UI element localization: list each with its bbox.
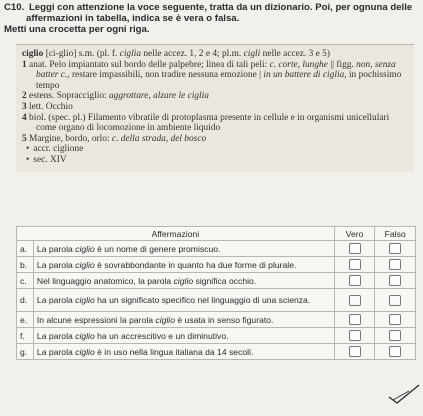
row-letter: f. <box>17 328 34 344</box>
table-row <box>17 289 416 312</box>
row-letter: a. <box>17 241 34 257</box>
statement-post: è usata in senso figurato. <box>175 314 274 325</box>
sense-5 <box>22 134 408 145</box>
statement-post: ha un accrescitivo e un diminutivo. <box>94 330 229 341</box>
true-cell <box>334 273 375 289</box>
statement-pre: La parola <box>36 259 76 270</box>
row-statement <box>33 241 334 257</box>
sense-2 <box>22 91 408 102</box>
false-cell <box>375 344 416 360</box>
true-cell <box>334 241 375 257</box>
table-row <box>17 273 416 289</box>
sense-5-example: c. della strada, del bosco <box>111 133 207 144</box>
true-checkbox[interactable] <box>349 346 361 357</box>
header-false: Falso <box>375 227 416 241</box>
statement-word: ciglio <box>75 330 95 341</box>
false-cell <box>375 241 416 257</box>
sense-1 <box>22 60 408 92</box>
row-statement <box>33 312 334 328</box>
table-row <box>17 257 416 273</box>
false-checkbox[interactable] <box>389 243 401 254</box>
sense-1-text-2: restare impassibili, non tradire nessuna emozione | <box>71 70 261 81</box>
statement-word: ciglio <box>75 243 95 254</box>
statement-post: è sovrabbondante in quanto ha due forme di plurale. <box>94 259 297 270</box>
row-letter: d. <box>17 289 34 312</box>
true-checkbox[interactable] <box>349 275 361 286</box>
false-checkbox[interactable] <box>389 275 401 286</box>
statement-post: è in uso nella lingua italiana da 14 secoli. <box>94 346 254 357</box>
sense-5-number: 5 <box>22 133 27 144</box>
statement-word: ciglio <box>75 346 95 357</box>
row-letter: b. <box>17 257 34 273</box>
sense-1-number: 1 <box>22 59 27 70</box>
false-cell <box>375 289 416 312</box>
false-cell <box>375 257 416 273</box>
table-header-row <box>17 227 416 241</box>
false-checkbox[interactable] <box>389 330 401 341</box>
entry-plural-m: cigli <box>243 49 261 59</box>
false-cell <box>375 328 416 344</box>
true-checkbox[interactable] <box>349 243 361 254</box>
true-cell <box>334 257 375 273</box>
instructions <box>4 2 416 35</box>
row-letter: e. <box>17 312 34 328</box>
true-cell <box>334 312 375 328</box>
true-cell <box>334 344 375 360</box>
false-checkbox[interactable] <box>389 314 401 325</box>
sense-3-text: lett. Occhio <box>29 101 73 112</box>
sense-4 <box>22 113 408 134</box>
table-row <box>17 328 416 344</box>
row-letter: c. <box>17 273 34 289</box>
statement-word: ciglio <box>75 295 95 305</box>
row-statement <box>33 289 334 312</box>
false-checkbox[interactable] <box>389 295 401 306</box>
statement-pre: La parola <box>36 346 76 357</box>
statement-post: è un nome di genere promiscuo. <box>94 243 221 254</box>
entry-headword-line <box>22 49 408 60</box>
statements-body <box>17 241 416 360</box>
exercise-number: C10. <box>4 2 25 13</box>
statement-pre: In alcune espressioni la parola <box>36 314 156 325</box>
header-true: Vero <box>334 227 375 241</box>
bullet-augmentative: • accr. ciglione <box>22 144 408 155</box>
statement-word: ciglio <box>155 314 175 325</box>
row-statement <box>33 273 334 289</box>
statement-pre: La parola <box>36 330 76 341</box>
sense-4-number: 4 <box>22 112 27 123</box>
table-row <box>17 312 416 328</box>
statement-word: ciglio <box>173 275 194 286</box>
statements-table <box>16 226 416 360</box>
entry-plural-f: ciglia <box>119 49 142 59</box>
table-row <box>17 344 416 360</box>
sense-1-example-1: c. corte, lunghe <box>269 59 328 70</box>
statement-post: ha un significato specifico nel linguaggio di una scienza. <box>94 295 311 305</box>
true-checkbox[interactable] <box>349 314 361 325</box>
false-checkbox[interactable] <box>389 346 401 357</box>
sense-1-example-2: non, senza batter c., <box>36 59 396 81</box>
entry-head-end: nelle accez. 3 e 5) <box>262 49 330 59</box>
true-checkbox[interactable] <box>349 259 361 270</box>
row-letter: g. <box>17 344 34 360</box>
sense-2-number: 2 <box>22 91 27 102</box>
row-statement <box>33 257 334 273</box>
bullet-century: • sec. XIV <box>22 155 408 166</box>
sense-2-text: estens. Sopracciglio: <box>29 91 107 102</box>
sense-1-text-3: in pochissimo tempo <box>36 70 402 91</box>
headword: ciglio <box>22 49 44 59</box>
sense-3-number: 3 <box>22 101 27 112</box>
true-checkbox[interactable] <box>349 295 361 306</box>
sense-1-example-3: in un battere di ciglia, <box>263 70 347 81</box>
false-checkbox[interactable] <box>389 259 401 270</box>
row-statement <box>33 328 334 344</box>
true-cell <box>334 289 375 312</box>
statement-word: ciglio <box>75 259 95 270</box>
statement-post: significa occhio. <box>193 275 257 286</box>
true-cell <box>334 328 375 344</box>
instructions-line-1: Leggi con attenzione la voce seguente, tratta da un dizionario. Poi, per ognuna delle <box>28 2 413 13</box>
sense-5-text: Margine, bordo, orlo: <box>29 133 110 144</box>
sense-1-separator: || figg. <box>330 59 354 70</box>
entry-pron: [cì-glio] s.m. (pl. f. <box>45 49 118 59</box>
dictionary-entry <box>16 44 414 172</box>
entry-head-rest: nelle accez. 1, 2 e 4; pl.m. <box>143 49 242 59</box>
table-row <box>17 241 416 257</box>
sense-4-text: biol. (spec. pl.) Filamento vibratile di protoplasma presente in cellule e in organismi unicellulari come organo di locomozione in ambiente liquido <box>29 112 390 134</box>
false-cell <box>375 273 416 289</box>
statement-pre: La parola <box>36 243 76 254</box>
sense-1-text: anat. Pelo impiantato sul bordo delle palpebre; linea di tali peli: <box>29 59 268 70</box>
instructions-line-3: Metti una crocetta per ogni riga. <box>4 24 150 35</box>
true-checkbox[interactable] <box>349 330 361 341</box>
sense-2-example: aggrottare, alzare le ciglia <box>108 91 209 102</box>
false-cell <box>375 312 416 328</box>
header-statements: Affermazioni <box>17 227 335 241</box>
row-statement <box>33 344 334 360</box>
statement-pre: La parola <box>36 295 76 305</box>
handwritten-check-mark-icon <box>383 381 423 411</box>
statement-pre: Nel linguaggio anatomico, la parola <box>36 275 174 286</box>
instructions-line-2: affermazioni in tabella, indica se è vera o falsa. <box>26 13 240 24</box>
sense-3 <box>22 102 408 113</box>
